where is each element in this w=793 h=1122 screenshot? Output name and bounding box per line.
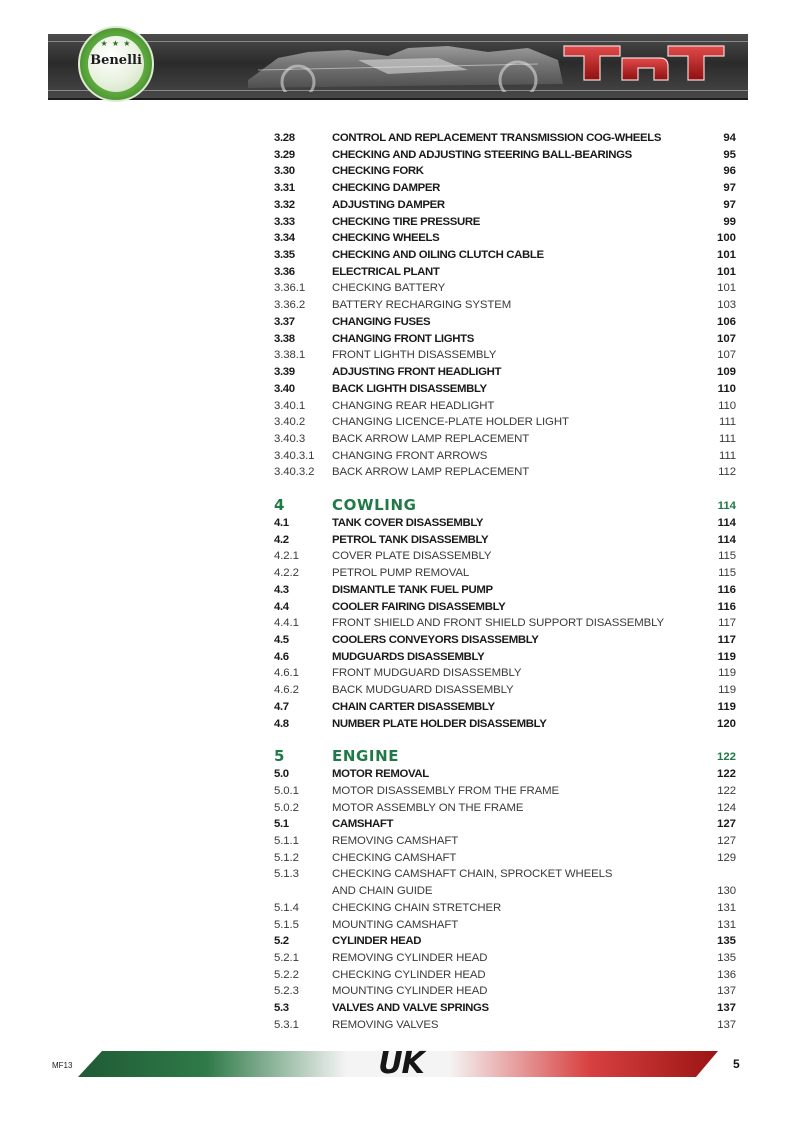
toc-num: 4.4.1 <box>274 617 299 630</box>
toc-entry[interactable] <box>274 800 736 816</box>
toc-title: CHECKING DAMPER <box>332 182 441 195</box>
toc-entry[interactable] <box>274 565 736 581</box>
toc-entry[interactable] <box>274 464 736 480</box>
toc-page: 100 <box>716 232 736 245</box>
toc-num: 3.37 <box>274 315 295 328</box>
toc-num: 3.32 <box>274 198 295 211</box>
toc-page: 115 <box>718 567 736 580</box>
toc-entry[interactable] <box>274 130 736 146</box>
toc-entry[interactable] <box>274 314 736 330</box>
toc-title: CHECKING TIRE PRESSURE <box>332 215 480 228</box>
toc-num: 5.1.4 <box>274 901 299 914</box>
toc-num: 3.28 <box>274 132 295 144</box>
toc-entry[interactable] <box>274 247 736 263</box>
toc-title: MOUNTING CAMSHAFT <box>332 918 459 931</box>
toc-title: COOLER FAIRING DISASSEMBLY <box>332 600 506 613</box>
toc-entry[interactable] <box>274 682 736 698</box>
toc-num: 3.35 <box>274 249 295 262</box>
toc-title: FRONT MUDGUARD DISASSEMBLY <box>332 667 522 680</box>
toc-title: ADJUSTING FRONT HEADLIGHT <box>332 366 502 379</box>
toc-num: 4.6 <box>274 650 289 663</box>
toc-title: CHANGING LICENCE-PLATE HOLDER LIGHT <box>332 416 569 429</box>
toc-title: CHANGING FRONT ARROWS <box>332 449 488 462</box>
toc-num: 3.36 <box>274 265 295 278</box>
toc-entry[interactable] <box>274 950 736 966</box>
toc-title: FRONT LIGHTH DISASSEMBLY <box>332 349 497 362</box>
toc-page: 137 <box>717 1018 736 1031</box>
toc-page: 111 <box>718 416 736 429</box>
toc-entry[interactable] <box>274 381 736 397</box>
toc-entry[interactable] <box>274 983 736 999</box>
toc-title: CHAIN CARTER DISASSEMBLY <box>332 700 495 713</box>
toc-num: 4.5 <box>274 633 289 646</box>
toc-num: 3.30 <box>274 165 295 178</box>
toc-page: 110 <box>717 382 736 395</box>
toc-title: CHANGING FUSES <box>332 315 431 328</box>
toc-title: ELECTRICAL PLANT <box>332 265 440 278</box>
toc-num: 5 <box>274 747 286 766</box>
toc-title: CHECKING CAMSHAFT <box>332 851 457 864</box>
toc-num: 4.7 <box>274 700 289 713</box>
toc-page: 115 <box>718 550 736 563</box>
toc-page: 107 <box>716 332 736 345</box>
toc-num: 5.1.2 <box>274 851 299 864</box>
toc-title: AND CHAIN GUIDE <box>332 885 433 898</box>
toc-page: 117 <box>717 633 736 646</box>
toc-page: 124 <box>717 801 736 814</box>
toc-title: BACK ARROW LAMP REPLACEMENT <box>332 466 530 479</box>
toc-page: 109 <box>716 366 736 379</box>
toc-num: 5.3.1 <box>274 1018 299 1031</box>
toc-num: 5.2.1 <box>274 952 299 964</box>
toc-title: MOTOR ASSEMBLY ON THE FRAME <box>332 801 524 814</box>
toc-page: 97 <box>723 198 736 211</box>
toc-title: NUMBER PLATE HOLDER DISASSEMBLY <box>332 717 547 730</box>
toc-num: 3.36.1 <box>274 282 306 295</box>
toc-page: 119 <box>717 700 736 713</box>
toc-entry[interactable] <box>274 331 736 347</box>
toc-title: MOTOR REMOVAL <box>332 768 429 781</box>
toc-entry[interactable] <box>274 431 736 447</box>
toc-page: 94 <box>723 132 736 144</box>
toc-entry[interactable] <box>274 264 736 280</box>
toc-num: 3.40.1 <box>274 399 306 412</box>
toc-entry[interactable] <box>274 280 736 296</box>
toc-page: 136 <box>717 968 736 981</box>
toc-num: 3.36.2 <box>274 299 306 312</box>
toc-entry[interactable] <box>274 347 736 363</box>
toc-title: CAMSHAFT <box>332 818 394 831</box>
toc-page: 95 <box>723 148 736 161</box>
toc-entry[interactable] <box>274 649 736 665</box>
brand-name: Benelli <box>90 53 142 68</box>
toc-entry[interactable] <box>274 615 736 631</box>
toc-page: 120 <box>716 717 736 730</box>
toc-entry[interactable] <box>274 665 736 681</box>
toc-page: 97 <box>723 182 736 195</box>
toc-title: CHECKING BATTERY <box>332 282 446 295</box>
toc-num: 4.2.1 <box>274 550 299 563</box>
toc-title: BACK LIGHTH DISASSEMBLY <box>332 382 487 395</box>
toc-title: CHECKING WHEELS <box>332 232 440 245</box>
toc-page: 114 <box>717 516 736 529</box>
toc-num: 5.0.1 <box>274 784 299 797</box>
toc-title: REMOVING VALVES <box>332 1018 439 1031</box>
toc-title: ENGINE <box>332 747 400 766</box>
toc-entry[interactable] <box>274 582 736 598</box>
toc-entry[interactable] <box>274 816 736 832</box>
toc-entry[interactable] <box>274 917 736 933</box>
toc-entry[interactable] <box>274 515 736 531</box>
toc-title: COOLERS CONVEYORS DISASSEMBLY <box>332 633 539 646</box>
toc-num: 5.1.1 <box>274 834 299 847</box>
toc-title: MUDGUARDS DISASSEMBLY <box>332 650 485 663</box>
toc-num: 3.38 <box>274 332 295 345</box>
motorcycle-image <box>238 40 568 92</box>
toc-page: 110 <box>718 399 736 412</box>
toc-page: 116 <box>717 583 736 596</box>
tnt-logo <box>560 44 728 82</box>
toc-num: 3.33 <box>274 215 295 228</box>
toc-title: REMOVING CAMSHAFT <box>332 834 459 847</box>
toc-title: CHECKING FORK <box>332 165 424 178</box>
toc-page: 122 <box>716 751 736 764</box>
toc-title: CYLINDER HEAD <box>332 935 422 948</box>
toc-page: 135 <box>717 952 736 964</box>
toc-entry[interactable] <box>274 297 736 313</box>
toc-entry[interactable] <box>274 967 736 983</box>
toc-page: 114 <box>717 533 736 546</box>
toc-entry[interactable] <box>274 632 736 648</box>
toc-title: REMOVING CYLINDER HEAD <box>332 952 488 964</box>
toc-entry[interactable] <box>274 163 736 179</box>
toc-title: CHANGING REAR HEADLIGHT <box>332 399 495 412</box>
toc-num: 5.2.2 <box>274 968 299 981</box>
toc-title: CHECKING AND OILING CLUTCH CABLE <box>332 249 544 262</box>
toc-page: 111 <box>718 449 736 462</box>
toc-num: 4.2.2 <box>274 567 299 580</box>
toc-entry[interactable] <box>274 716 736 732</box>
toc-title: TANK COVER DISASSEMBLY <box>332 516 484 529</box>
toc-num: 4.8 <box>274 717 289 730</box>
toc-num: 5.3 <box>274 1002 289 1015</box>
toc-entry[interactable] <box>274 1017 736 1033</box>
toc-num: 4 <box>274 496 286 515</box>
toc-page: 101 <box>716 249 736 262</box>
toc-entry[interactable] <box>274 866 736 882</box>
toc-page: 131 <box>717 918 736 931</box>
toc-page: 116 <box>717 600 736 613</box>
toc-entry[interactable] <box>274 766 736 782</box>
toc-entry[interactable] <box>274 1000 736 1016</box>
toc-title: CHANGING FRONT LIGHTS <box>332 332 474 345</box>
toc-entry[interactable] <box>274 147 736 163</box>
stars-icon: ★ ★ ★ <box>100 39 132 48</box>
toc-entry[interactable] <box>274 230 736 246</box>
benelli-logo <box>78 26 154 102</box>
toc-page: 129 <box>717 851 736 864</box>
toc-entry[interactable] <box>274 180 736 196</box>
toc-num: 3.40.3.1 <box>274 449 315 462</box>
toc-page: 106 <box>716 315 736 328</box>
toc-entry[interactable] <box>274 699 736 715</box>
toc-page: 130 <box>717 885 736 898</box>
toc-entry[interactable] <box>274 933 736 949</box>
toc-page: 127 <box>716 818 736 831</box>
toc-page: 107 <box>717 349 736 362</box>
toc-entry[interactable] <box>274 364 736 380</box>
toc-entry[interactable] <box>274 850 736 866</box>
toc-page: 96 <box>723 165 736 178</box>
toc-page: 122 <box>717 784 736 797</box>
toc-title: CONTROL AND REPLACEMENT TRANSMISSION COG-WHEELS <box>332 132 662 144</box>
header-rule <box>48 98 748 100</box>
toc-title: CHECKING CAMSHAFT CHAIN, SPROCKET WHEELS <box>332 868 613 881</box>
toc-num: 5.1 <box>274 818 289 831</box>
toc-title: BATTERY RECHARGING SYSTEM <box>332 299 512 312</box>
toc-entry[interactable] <box>274 900 736 916</box>
toc-num: 3.34 <box>274 232 295 245</box>
toc-page: 119 <box>718 667 736 680</box>
toc-page: 122 <box>716 768 736 781</box>
toc-title: DISMANTLE TANK FUEL PUMP <box>332 583 493 596</box>
toc-title: ADJUSTING DAMPER <box>332 198 445 211</box>
toc-num: 3.40.3 <box>274 432 306 445</box>
toc-num: 5.0 <box>274 768 289 781</box>
toc-entry[interactable] <box>274 883 736 899</box>
toc-page: 112 <box>718 466 736 479</box>
toc-title: BACK MUDGUARD DISASSEMBLY <box>332 684 514 697</box>
toc-entry[interactable] <box>274 214 736 230</box>
toc-title: FRONT SHIELD AND FRONT SHIELD SUPPORT DISASSEMBLY <box>332 617 665 630</box>
language-label: UK <box>378 1046 424 1081</box>
toc-num: 4.1 <box>274 516 289 529</box>
toc-page: 135 <box>716 935 736 948</box>
toc-title: COVER PLATE DISASSEMBLY <box>332 550 492 563</box>
toc-num: 5.1.5 <box>274 918 299 931</box>
footer-code: MF13 <box>52 1061 73 1070</box>
toc-page: 111 <box>718 432 736 445</box>
toc-page: 131 <box>717 901 736 914</box>
toc-entry[interactable] <box>274 599 736 615</box>
toc-num: 5.0.2 <box>274 801 299 814</box>
toc-title: CHECKING CYLINDER HEAD <box>332 968 486 981</box>
toc-title: PETROL PUMP REMOVAL <box>332 567 470 580</box>
toc-page: 117 <box>718 617 736 630</box>
toc-page: 103 <box>717 299 736 312</box>
toc-entry[interactable] <box>274 448 736 464</box>
toc-num: 3.29 <box>274 148 295 161</box>
toc-page: 119 <box>717 650 736 663</box>
toc-title: BACK ARROW LAMP REPLACEMENT <box>332 432 530 445</box>
toc-num: 5.2.3 <box>274 985 299 998</box>
toc-page: 137 <box>716 1002 736 1015</box>
toc-num: 5.2 <box>274 935 289 948</box>
toc-page: 137 <box>717 985 736 998</box>
toc-page: 119 <box>718 684 736 697</box>
toc-num: 3.40.2 <box>274 416 306 429</box>
toc-page: 101 <box>716 265 736 278</box>
toc-title: MOTOR DISASSEMBLY FROM THE FRAME <box>332 784 559 797</box>
toc-num: 5.1.3 <box>274 868 299 881</box>
toc-num: 3.31 <box>274 182 295 195</box>
toc-title: PETROL TANK DISASSEMBLY <box>332 533 489 546</box>
toc-num: 4.3 <box>274 583 289 596</box>
toc-num: 4.6.1 <box>274 667 299 680</box>
toc-page: 114 <box>717 500 736 513</box>
toc-entry[interactable] <box>274 532 736 548</box>
toc-title: CHECKING CHAIN STRETCHER <box>332 901 502 914</box>
toc-title: COWLING <box>332 496 417 515</box>
chapter-heading[interactable] <box>274 495 736 515</box>
toc-entry[interactable] <box>274 833 736 849</box>
toc-title: MOUNTING CYLINDER HEAD <box>332 985 488 998</box>
toc-num: 4.4 <box>274 600 289 613</box>
toc-title: VALVES AND VALVE SPRINGS <box>332 1002 489 1015</box>
toc-num: 3.40 <box>274 382 295 395</box>
toc-page: 99 <box>723 215 736 228</box>
page-number: 5 <box>733 1057 740 1071</box>
toc-page: 101 <box>717 282 736 295</box>
toc-entry[interactable] <box>274 197 736 213</box>
toc-num: 3.39 <box>274 366 295 379</box>
toc-num: 3.38.1 <box>274 349 306 362</box>
toc-entry[interactable] <box>274 783 736 799</box>
toc-page: 127 <box>717 834 736 847</box>
toc-num: 4.2 <box>274 533 289 546</box>
toc-title: CHECKING AND ADJUSTING STEERING BALL-BEARINGS <box>332 148 632 161</box>
toc-entry[interactable] <box>274 548 736 564</box>
toc-num: 3.40.3.2 <box>274 466 315 479</box>
chapter-heading[interactable] <box>274 746 736 766</box>
toc-entry[interactable] <box>274 414 736 430</box>
toc-entry[interactable] <box>274 398 736 414</box>
toc-num: 4.6.2 <box>274 684 299 697</box>
